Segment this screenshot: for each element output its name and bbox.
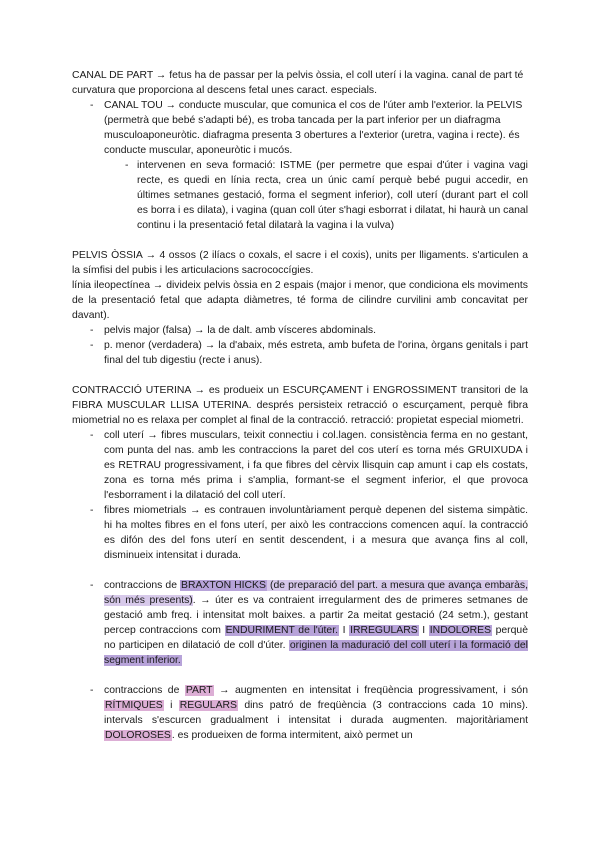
part-body-text-3: dins patró de freqüència (3 contraccions cada 10 mins). intervals s'escurcen gradualment i intensitat i durada augmenten. majoritàriament bbox=[104, 700, 528, 726]
pelvis-major-item bbox=[72, 323, 528, 338]
irregulars-highlight: IRREGULARS bbox=[350, 625, 418, 636]
pelvis-menor-text: p. menor (verdadera) → la d'abaix, més estreta, amb bufeta de l'orina, òrgans genitals i part final del tub digestiu (recte i anus). bbox=[104, 340, 528, 366]
canal-de-part-paragraph: CANAL DE PART → fetus ha de passar per la pelvis òssia, el coll uterí i la vagina. canal de part té curvatura que proporciona al descens fetal unes caract. especials. bbox=[72, 70, 524, 96]
fibres-miometrials-text: fibres miometrials → es contrauen involuntàriament perquè depenen del sistema simpàtic. hi ha moltes fibres en el fons uterí, per això les contraccions comencen aquí. la contracció es difón des del fons uterí en sentit descendent, i a mesura que avança fins al coll, disminueix intensitat i durada. bbox=[104, 505, 528, 561]
fibres-miometrials-item bbox=[72, 503, 528, 563]
istme-item bbox=[72, 158, 528, 233]
part-highlight: PART bbox=[185, 685, 213, 696]
braxton-body-text: . → úter es va contraient irregularment des de primeres setmanes de gestació amb freq. i intensitat molt baixes. a partir 2a meitat gestació (24 setm.), gestant percep contraccions com bbox=[104, 595, 528, 636]
coll-uteri-text: coll uterí → fibres musculars, teixit connectiu i col.lagen. consistència ferma en no gestant, com punta del nas. amb les contraccions la paret del cos uterí es torna més GRUIXUDA i es RETRAU progressivament, i fa que fibres del cèrvix llisquin cap amunt i cap els costats, zona es torna més prima i s'amplia, formant-se el segment inferior, el que provoca l'esborrament i la dilatació del coll uterí. bbox=[104, 430, 528, 501]
braxton-intro-text: contraccions de bbox=[104, 580, 181, 591]
document-page bbox=[72, 68, 528, 743]
coll-uteri-item bbox=[72, 428, 528, 503]
part-body-text-4: . es produeixen de forma intermitent, això permet un bbox=[171, 730, 413, 741]
bullet-dash: - bbox=[90, 340, 94, 351]
bullet-dash: - bbox=[90, 580, 94, 591]
bullet-dash: - bbox=[90, 325, 94, 336]
bullet-dash: - bbox=[90, 100, 94, 111]
bullet-dash: - bbox=[90, 505, 94, 516]
separator-text: I bbox=[418, 625, 429, 636]
bullet-dash: - bbox=[90, 685, 94, 696]
indolores-highlight: INDOLORES bbox=[429, 625, 491, 636]
braxton-preparation-highlight: (de preparació del part. a mesura que avança embaràs, són més presents) bbox=[104, 580, 528, 606]
part-intro-text: contraccions de bbox=[104, 685, 185, 696]
part-body-text-2: i bbox=[163, 700, 179, 711]
enduriment-highlight: ENDURIMENT de l'úter. bbox=[225, 625, 338, 636]
regulars-highlight: REGULARS bbox=[179, 700, 237, 711]
part-body-text: → augmenten en intensitat i freqüència progressivament, i són bbox=[213, 685, 528, 696]
ritmiques-highlight: RÍTMIQUES bbox=[105, 700, 163, 711]
istme-text: intervenen en seva formació: ISTME (per permetre que espai d'úter i vagina vagi recte, es quedi en línia recta, crea un únic camí perquè bebé pugui accedir, en últimes setmanes gestació, forma el segment inferior), coll uterí (durant part el coll es borra i es dilata), i vagina (quan coll úter s'hagi esborrat i dilatat, hi haurà un canal continu i la presentació fetal dilatarà la vagina i la vulva) bbox=[137, 160, 528, 231]
doloroses-highlight: DOLOROSES bbox=[105, 730, 171, 741]
separator-text: I bbox=[338, 625, 350, 636]
linia-ileopectinea-paragraph: línia ileopectínea → divideix pelvis òssia en 2 espais (major i menor, que condiciona els moviments de la presentació fetal que adapta diàmetres, té forma de cilindre curvilini amb concavitat per davant). bbox=[72, 280, 528, 321]
canal-tou-text: CANAL TOU → conducte muscular, que comunica el cos de l'úter amb l'exterior. la PELVIS (permetrà que bebé s'adapti bé), es troba tancada per la part inferior per un diafragma musculoaponeuròtic. diafragma presenta 3 obertures a l'exterior (uretra, vagina i recte). és conducte muscular, aponeuròtic i mucós. bbox=[104, 100, 523, 156]
canal-tou-item bbox=[72, 98, 528, 158]
pelvis-major-text: pelvis major (falsa) → la de dalt. amb vísceres abdominals. bbox=[104, 325, 376, 336]
braxton-hicks-item bbox=[72, 578, 528, 668]
contraccions-part-item bbox=[72, 683, 528, 743]
pelvis-menor-item bbox=[72, 338, 528, 368]
bullet-dash: - bbox=[90, 430, 94, 441]
contraccio-uterina-paragraph: CONTRACCIÓ UTERINA → es produeix un ESCURÇAMENT i ENGROSSIMENT transitori de la FIBRA MUSCULAR LLISA UTERINA. després persisteix retracció o escurçament, perquè fibra miometrial no es relaxa per complet al final de la contracció. retracció: propietat especial miometri. bbox=[72, 385, 528, 426]
bullet-dash: - bbox=[125, 160, 129, 171]
braxton-body-text-2: perquè no participen en dilatació de coll d'úter. bbox=[104, 625, 528, 651]
braxton-hicks-highlight: BRAXTON HICKS bbox=[181, 580, 266, 591]
maduracio-highlight: originen la maduració del coll uterí i la formació del segment inferior. bbox=[104, 640, 528, 666]
pelvis-ossia-paragraph: PELVIS ÒSSIA → 4 ossos (2 ilíacs o coxals, el sacre i el coxis), units per lligaments. s'articulen a la símfisi del pubis i les articulacions sacrococcígies. bbox=[72, 250, 528, 276]
